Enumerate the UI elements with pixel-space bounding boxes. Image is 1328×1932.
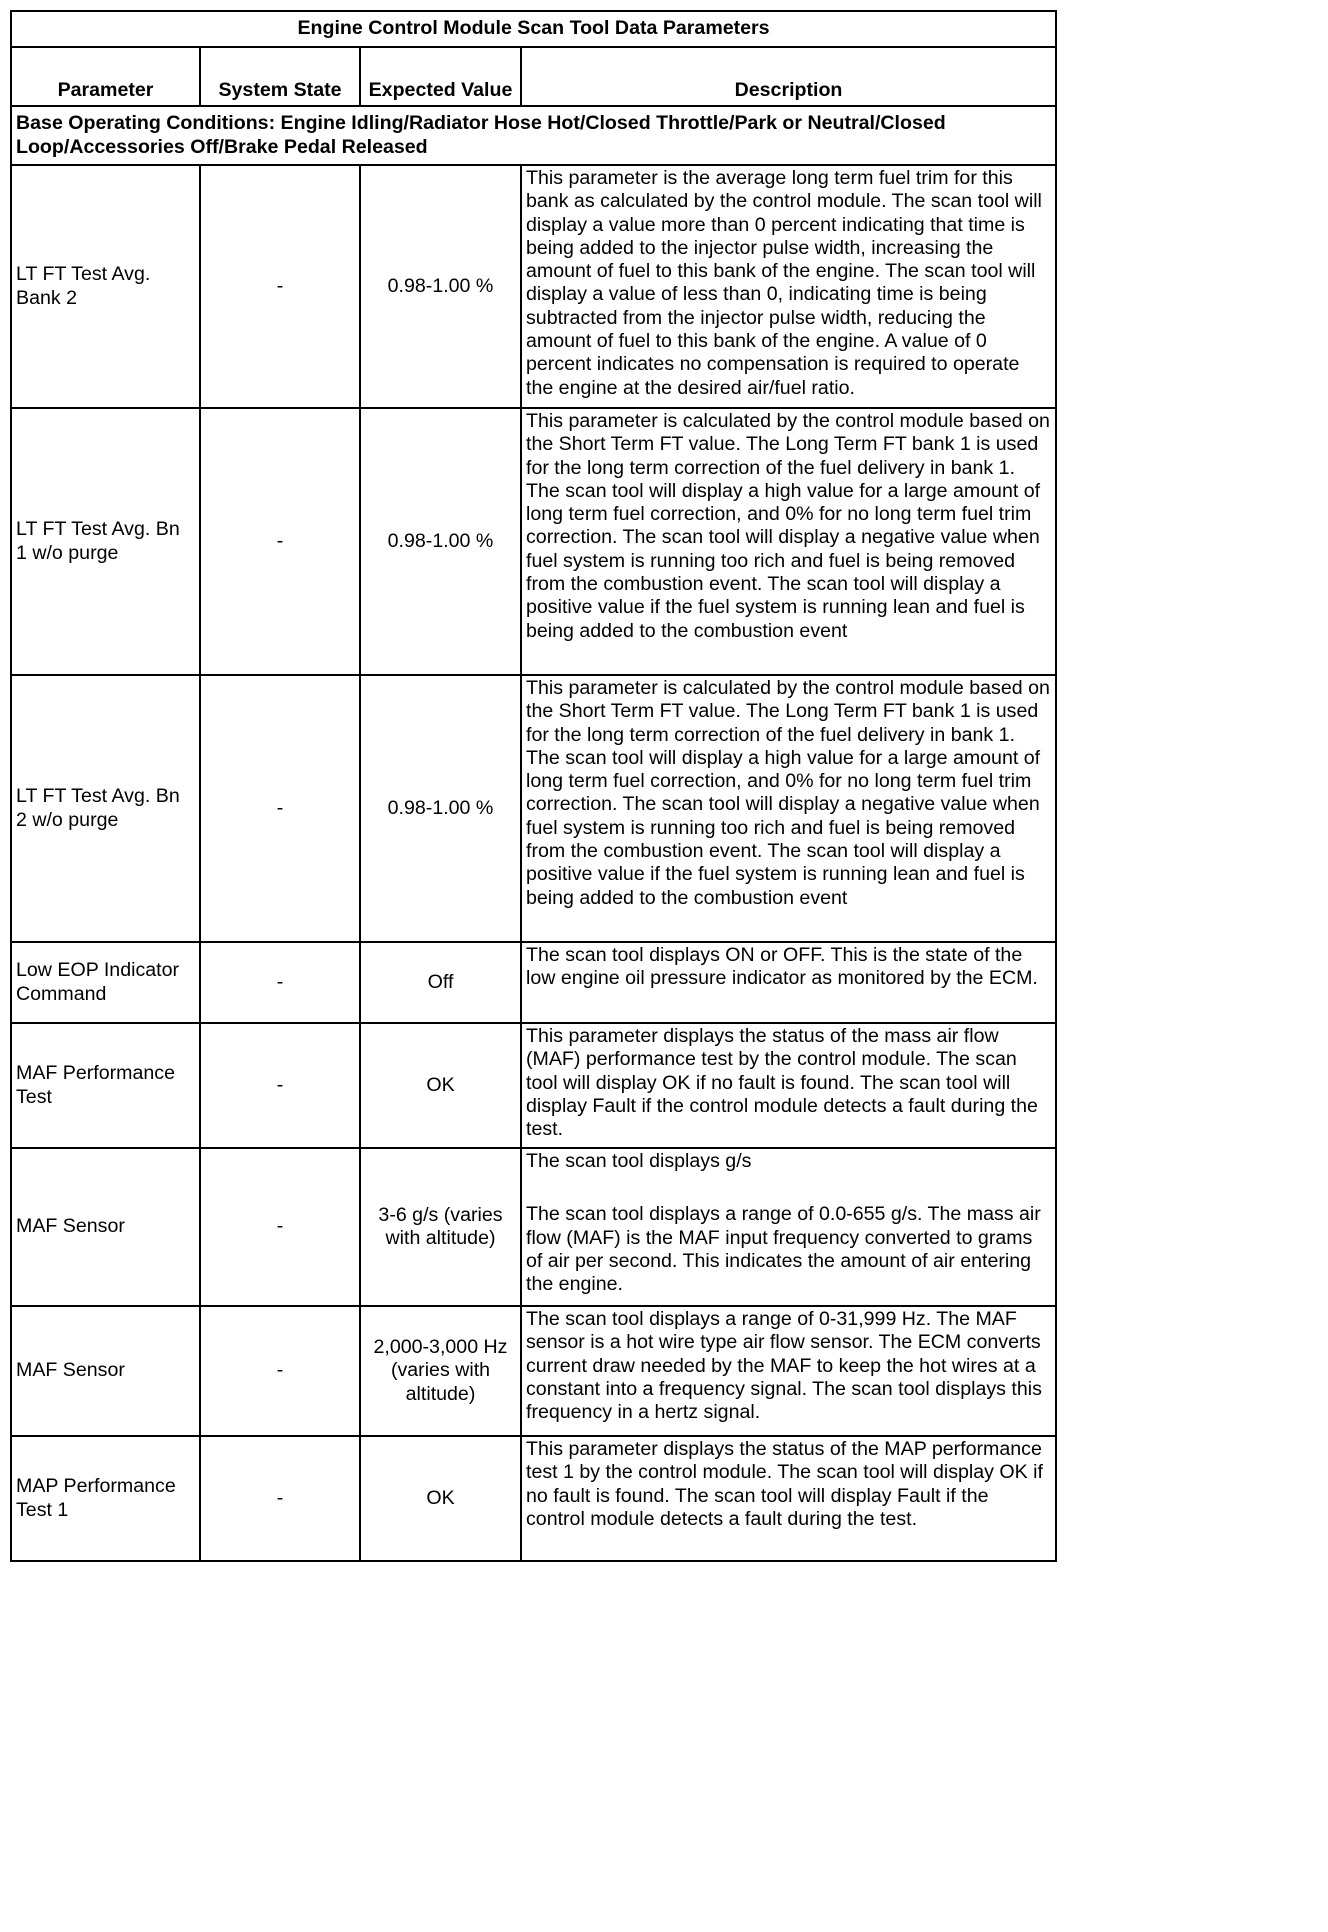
expected-value-cell: Off [360,942,521,1023]
system-state-cell: - [200,1023,360,1148]
parameter-cell: MAF Sensor [11,1306,200,1436]
table-row [11,1436,1056,1561]
description-cell: The scan tool displays ON or OFF. This is the state of the low engine oil pressure indicator as monitored by the ECM. [521,942,1056,1023]
system-state-cell: - [200,408,360,675]
table-row [11,1148,1056,1306]
description-cell: This parameter is the average long term fuel trim for this bank as calculated by the control module. The scan tool will display a value more than 0 percent indicating that time is being added to the injector pulse width, increasing the amount of fuel to this bank of the engine. The scan tool will display a value of less than 0, indicating time is being subtracted from the injector pulse width, reducing the amount of fuel to this bank of the engine. A value of 0 percent indicates no compensation is required to operate the engine at the desired air/fuel ratio. [521,165,1056,408]
description-cell: This parameter displays the status of the mass air flow (MAF) performance test by the control module. The scan tool will display OK if no fault is found. The scan tool will display Fault if the control module detects a fault during the test. [521,1023,1056,1148]
system-state-cell: - [200,165,360,408]
description-cell: The scan tool displays a range of 0-31,999 Hz. The MAF sensor is a hot wire type air flow sensor. The ECM converts current draw needed by the MAF to keep the hot wires at a constant into a frequency signal. The scan tool displays this frequency in a hertz signal. [521,1306,1056,1436]
expected-value-cell: OK [360,1436,521,1561]
description-cell [521,1148,1056,1306]
scan-tool-data-table [10,10,1057,1562]
expected-value-cell: 0.98-1.00 % [360,165,521,408]
header-row [11,47,1056,106]
table-row [11,942,1056,1023]
expected-value-cell: 0.98-1.00 % [360,675,521,942]
table-row [11,165,1056,408]
description-cell: This parameter displays the status of the MAP performance test 1 by the control module. The scan tool will display OK if no fault is found. The scan tool will display Fault if the control module detects a fault during the test. [521,1436,1056,1561]
table-row [11,408,1056,675]
description-line-1: The scan tool displays g/s [526,1150,752,1172]
table-row [11,1306,1056,1436]
system-state-cell: - [200,1306,360,1436]
expected-value-cell: 2,000-3,000 Hz (varies with altitude) [360,1306,521,1436]
table-row [11,1023,1056,1148]
system-state-cell: - [200,1436,360,1561]
system-state-cell: - [200,675,360,942]
description-line-2: The scan tool displays a range of 0.0-655 g/s. The mass air flow (MAF) is the MAF input frequency converted to grams of air per second. This indicates the amount of air entering the engine. [526,1203,1041,1296]
table-title: Engine Control Module Scan Tool Data Parameters [11,11,1056,47]
parameter-cell: MAF Performance Test [11,1023,200,1148]
parameter-cell: LT FT Test Avg. Bank 2 [11,165,200,408]
base-conditions-row [11,106,1056,165]
expected-value-cell: OK [360,1023,521,1148]
header-expected-value: Expected Value [360,47,521,106]
base-operating-conditions: Base Operating Conditions: Engine Idling/Radiator Hose Hot/Closed Throttle/Park or Neutral/Closed Loop/Accessories Off/Brake Pedal Released [11,106,1056,165]
system-state-cell: - [200,942,360,1023]
parameter-cell: Low EOP Indicator Command [11,942,200,1023]
header-description: Description [521,47,1056,106]
parameter-cell: LT FT Test Avg. Bn 1 w/o purge [11,408,200,675]
system-state-cell: - [200,1148,360,1306]
table-row [11,675,1056,942]
header-system-state: System State [200,47,360,106]
parameter-cell: MAP Performance Test 1 [11,1436,200,1561]
expected-value-cell: 0.98-1.00 % [360,408,521,675]
parameter-cell: LT FT Test Avg. Bn 2 w/o purge [11,675,200,942]
parameter-cell: MAF Sensor [11,1148,200,1306]
header-parameter: Parameter [11,47,200,106]
description-cell: This parameter is calculated by the control module based on the Short Term FT value. The Long Term FT bank 1 is used for the long term correction of the fuel delivery in bank 1. The scan tool will display a high value for a large amount of long term fuel correction, and 0% for no long term fuel trim correction. The scan tool will display a negative value when fuel system is running too rich and fuel is being removed from the combustion event. The scan tool will display a positive value if the fuel system is running lean and fuel is being added to the combustion event [521,408,1056,675]
expected-value-cell: 3-6 g/s (varies with altitude) [360,1148,521,1306]
title-row [11,11,1056,47]
description-cell: This parameter is calculated by the control module based on the Short Term FT value. The Long Term FT bank 1 is used for the long term correction of the fuel delivery in bank 1. The scan tool will display a high value for a large amount of long term fuel correction, and 0% for no long term fuel trim correction. The scan tool will display a negative value when fuel system is running too rich and fuel is being removed from the combustion event. The scan tool will display a positive value if the fuel system is running lean and fuel is being added to the combustion event [521,675,1056,942]
